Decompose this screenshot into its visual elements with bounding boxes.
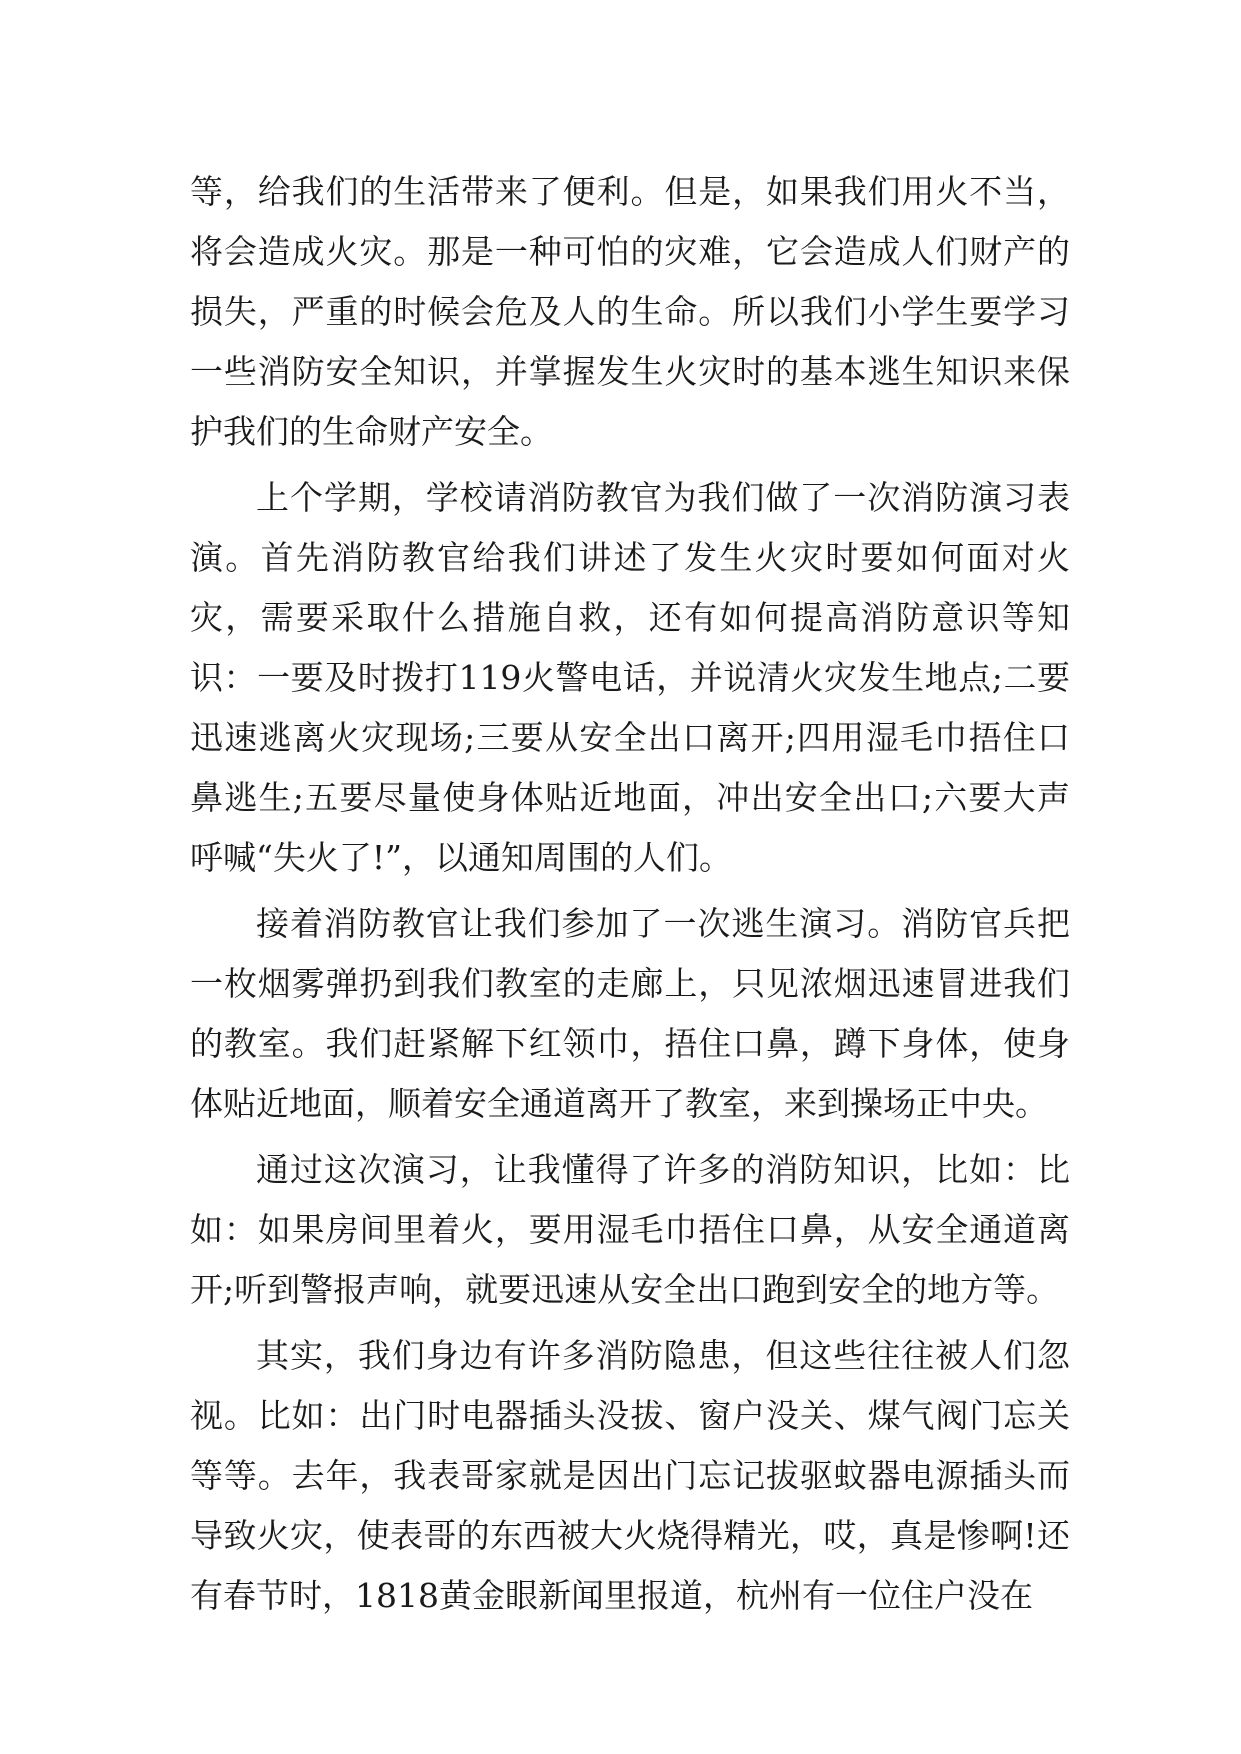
document-body bbox=[190, 162, 1070, 1632]
paragraph-continuation: 等，给我们的生活带来了便利。但是，如果我们用火不当，将会造成火灾。那是一种可怕的灾难，它会造成人们财产的损失，严重的时候会危及人的生命。所以我们小学生要学习一些消防安全知识，并掌握发生火灾时的基本逃生知识来保护我们的生命财产安全。 bbox=[190, 172, 1070, 451]
paragraph-hidden-hazards: 其实，我们身边有许多消防隐患，但这些往往被人们忽视。比如：出门时电器插头没拔、窗户没关、煤气阀门忘关等等。去年，我表哥家就是因出门忘记拔驱蚊器电源插头而导致火灾，使表哥的东西被大火烧得精光，哎，真是惨啊!还有春节时，1818黄金眼新闻里报道，杭州有一位住户没在 bbox=[190, 1336, 1070, 1615]
paragraph-lessons-learned: 通过这次演习，让我懂得了许多的消防知识，比如：比如：如果房间里着火，要用湿毛巾捂住口鼻，从安全通道离开;听到警报声响，就要迅速从安全出口跑到安全的地方等。 bbox=[190, 1150, 1070, 1309]
paragraph-escape-drill: 接着消防教官让我们参加了一次逃生演习。消防官兵把一枚烟雾弹扔到我们教室的走廊上，只见浓烟迅速冒进我们的教室。我们赶紧解下红领巾，捂住口鼻，蹲下身体，使身体贴近地面，顺着安全通道离开了教室，来到操场正中央。 bbox=[190, 904, 1070, 1123]
paragraph-fire-drill-performance: 上个学期，学校请消防教官为我们做了一次消防演习表演。首先消防教官给我们讲述了发生火灾时要如何面对火灾，需要采取什么措施自救，还有如何提高消防意识等知识：一要及时拨打119火警电话，并说清火灾发生地点;二要迅速逃离火灾现场;三要从安全出口离开;四用湿毛巾捂住口鼻逃生;五要尽量使身体贴近地面，冲出安全出口;六要大声呼喊“失火了!”，以通知周围的人们。 bbox=[190, 478, 1070, 877]
